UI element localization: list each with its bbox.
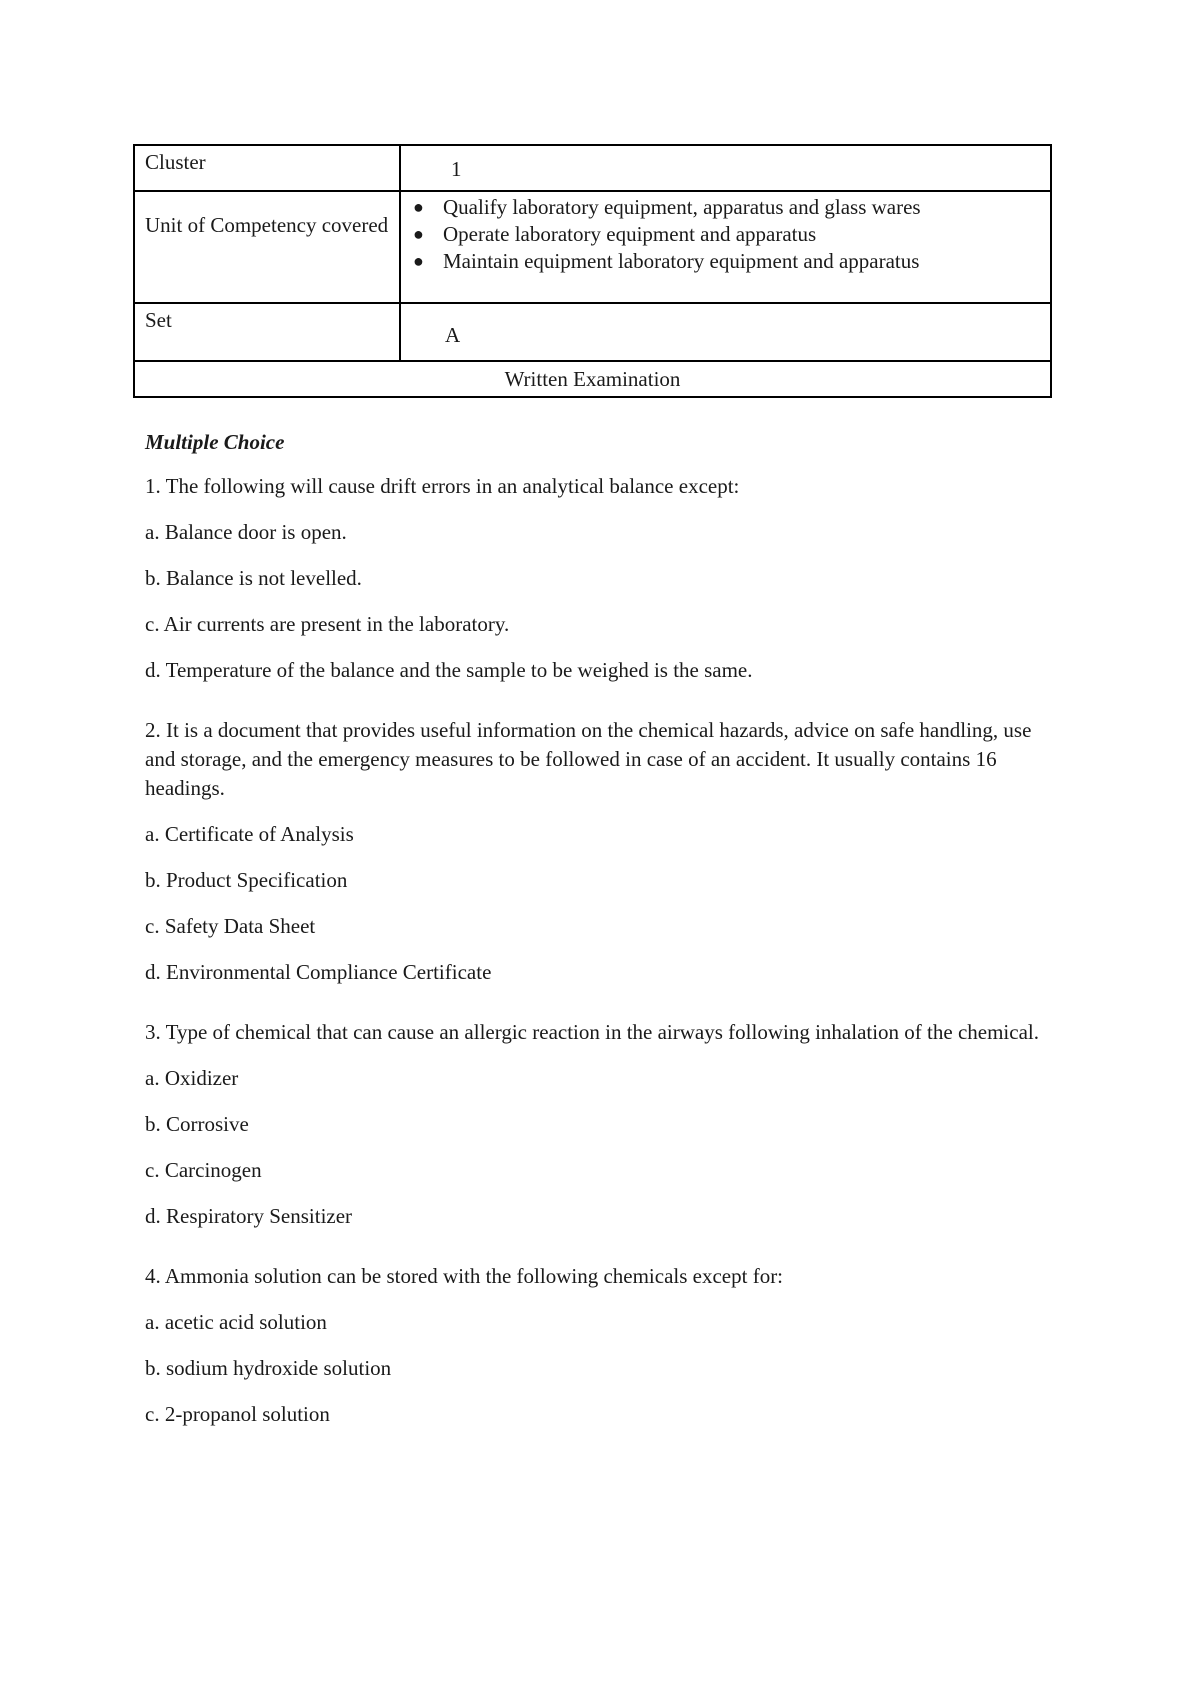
answer-option: d. Temperature of the balance and the sample to be weighed is the same. bbox=[145, 658, 753, 682]
exam-type-row bbox=[134, 361, 1051, 397]
bullet-icon: ● bbox=[413, 251, 424, 271]
competency-unit-text: Qualify laboratory equipment, apparatus and glass wares bbox=[443, 195, 921, 219]
competency-units-list bbox=[401, 192, 1050, 275]
question-1 bbox=[145, 472, 1065, 685]
question-stem: 4. Ammonia solution can be stored with the following chemicals except for: bbox=[145, 1264, 784, 1288]
answer-option: a. Certificate of Analysis bbox=[145, 822, 354, 846]
unit-of-competency-label: Unit of Competency covered bbox=[145, 213, 389, 237]
answer-option: b. Product Specification bbox=[145, 868, 348, 892]
answer-option: c. Carcinogen bbox=[145, 1158, 262, 1182]
question-4 bbox=[145, 1262, 1065, 1429]
set-value-cell bbox=[400, 303, 1051, 361]
competency-unit-text: Maintain equipment laboratory equipment and apparatus bbox=[443, 249, 920, 273]
set-label-cell bbox=[134, 303, 400, 361]
answer-option: a. Oxidizer bbox=[145, 1066, 239, 1090]
competency-unit-item bbox=[413, 221, 1044, 248]
cluster-label: Cluster bbox=[145, 150, 206, 174]
answer-option: b. Balance is not levelled. bbox=[145, 566, 362, 590]
question-stem: 3. Type of chemical that can cause an allergic reaction in the airways following inhalation of the chemical. bbox=[145, 1020, 1039, 1044]
set-value: A bbox=[445, 323, 461, 347]
answer-option: b. Corrosive bbox=[145, 1112, 249, 1136]
answer-option: c. 2-propanol solution bbox=[145, 1402, 330, 1426]
question-stem: 2. It is a document that provides useful information on the chemical hazards, advice on safe handling, use and storage, and the emergency measures to be followed in case of an accident. It usually contains 16 headings. bbox=[145, 718, 1032, 800]
cluster-value: 1 bbox=[451, 157, 462, 181]
competency-unit-item bbox=[413, 248, 1044, 275]
question-2 bbox=[145, 716, 1065, 987]
bullet-icon: ● bbox=[413, 197, 424, 217]
questions-section bbox=[145, 428, 1065, 1460]
cluster-label-cell bbox=[134, 145, 400, 191]
cluster-value-cell bbox=[400, 145, 1051, 191]
section-title: Multiple Choice bbox=[145, 430, 285, 454]
question-3 bbox=[145, 1018, 1065, 1231]
competency-unit-text: Operate laboratory equipment and apparatus bbox=[443, 222, 817, 246]
assessment-info-table bbox=[133, 144, 1052, 398]
answer-option: a. Balance door is open. bbox=[145, 520, 347, 544]
cluster-row bbox=[134, 145, 1051, 191]
set-row bbox=[134, 303, 1051, 361]
answer-option: c. Air currents are present in the laboratory. bbox=[145, 612, 510, 636]
answer-option: d. Environmental Compliance Certificate bbox=[145, 960, 492, 984]
answer-option: a. acetic acid solution bbox=[145, 1310, 327, 1334]
answer-option: d. Respiratory Sensitizer bbox=[145, 1204, 353, 1228]
unit-list-cell bbox=[400, 191, 1051, 303]
set-label: Set bbox=[145, 308, 172, 332]
bullet-icon: ● bbox=[413, 224, 424, 244]
unit-label-cell bbox=[134, 191, 400, 303]
unit-of-competency-row bbox=[134, 191, 1051, 303]
competency-unit-item bbox=[413, 194, 1044, 221]
exam-type-cell: Written Examination bbox=[134, 361, 1051, 397]
answer-option: c. Safety Data Sheet bbox=[145, 914, 316, 938]
answer-option: b. sodium hydroxide solution bbox=[145, 1356, 392, 1380]
question-stem: 1. The following will cause drift errors in an analytical balance except: bbox=[145, 474, 740, 498]
